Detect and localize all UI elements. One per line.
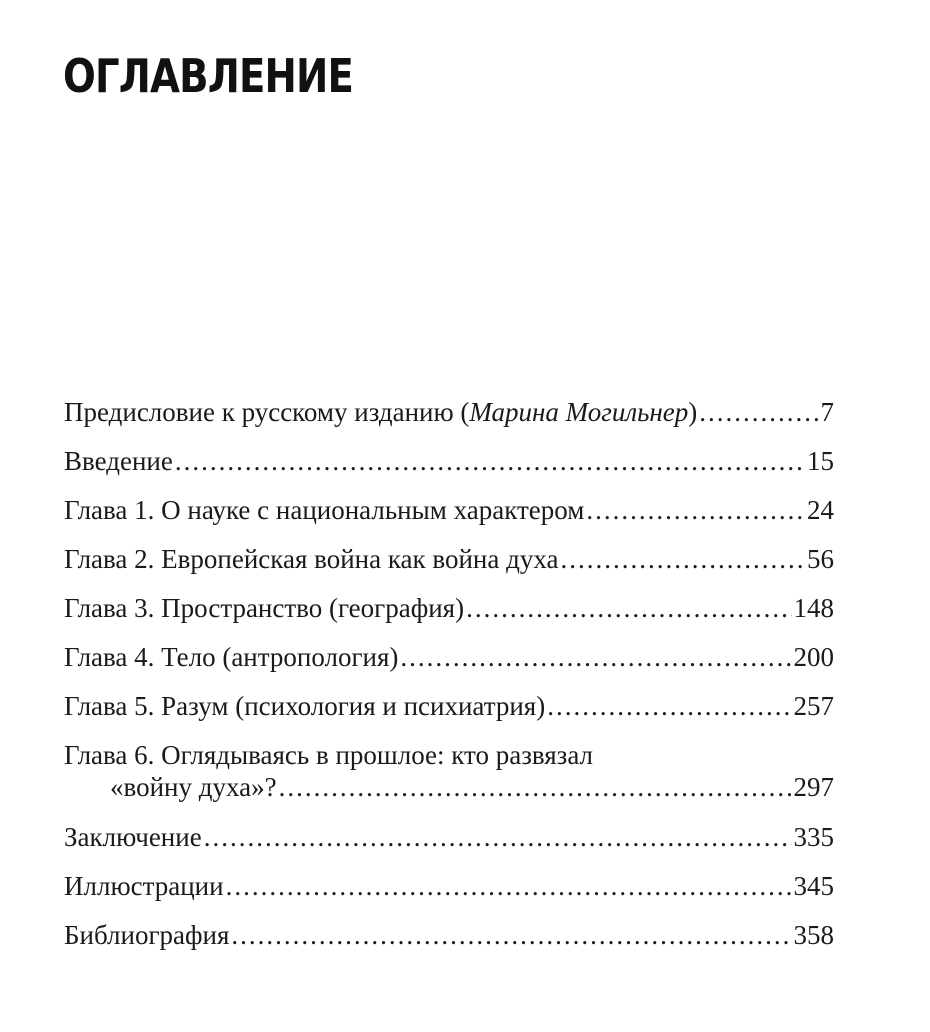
toc-entry-page: 200 — [793, 642, 834, 672]
toc-entry-page: 297 — [793, 772, 834, 802]
toc-entry-title: Предисловие к русскому изданию (Марина Могильнер) — [64, 397, 698, 427]
dot-leader — [226, 866, 792, 906]
toc-heading: ОГЛАВЛЕНИЕ — [63, 49, 354, 103]
toc-entry-title: Глава 1. О науке с национальным характером — [64, 495, 585, 525]
dot-leader — [400, 637, 791, 677]
toc-entry-page: 148 — [793, 593, 834, 623]
toc-entry-chapter-1[interactable] — [64, 490, 834, 539]
toc-entry-page: 15 — [807, 446, 834, 476]
toc-entry-page: 7 — [820, 397, 834, 427]
toc-entry-bibliography[interactable] — [64, 915, 834, 964]
toc-entry-title-continued: «войну духа»? — [110, 772, 277, 802]
dot-leader — [560, 539, 805, 579]
toc-entry-chapter-4[interactable] — [64, 637, 834, 686]
toc-entry-title: Глава 3. Пространство (география) — [64, 593, 465, 623]
dot-leader — [586, 490, 805, 530]
toc-entry-chapter-2[interactable] — [64, 539, 834, 588]
toc-entry-title: Введение — [64, 446, 173, 476]
toc-entry-page: 24 — [807, 495, 834, 525]
toc-entry-title: Глава 6. Оглядываясь в прошлое: кто развязал — [64, 740, 594, 770]
toc-entry-chapter-6[interactable] — [64, 735, 834, 817]
toc-entry-conclusion[interactable] — [64, 817, 834, 866]
toc-entry-preface[interactable] — [64, 392, 834, 441]
toc-entry-title: Глава 5. Разум (психология и психиатрия) — [64, 691, 546, 721]
dot-leader — [175, 441, 805, 481]
toc-entry-introduction[interactable] — [64, 441, 834, 490]
toc-entry-title: Иллюстрации — [64, 871, 224, 901]
toc-entry-title: Библиография — [64, 920, 230, 950]
toc-entry-author: Марина Могильнер — [469, 397, 689, 427]
dot-leader — [279, 767, 792, 807]
toc-entry-chapter-5[interactable] — [64, 686, 834, 735]
toc-entry-chapter-3[interactable] — [64, 588, 834, 637]
toc-entry-title: Глава 4. Тело (антропология) — [64, 642, 399, 672]
dot-leader — [204, 817, 792, 857]
toc-list — [64, 392, 834, 964]
toc-entry-page: 335 — [793, 822, 834, 852]
toc-entry-title: Глава 2. Европейская война как война духа — [64, 544, 559, 574]
dot-leader — [699, 392, 818, 432]
toc-entry-page: 358 — [793, 920, 834, 950]
dot-leader — [466, 588, 791, 628]
toc-entry-illustrations[interactable] — [64, 866, 834, 915]
dot-leader — [547, 686, 791, 726]
toc-entry-page: 345 — [793, 871, 834, 901]
toc-entry-page: 257 — [793, 691, 834, 721]
toc-entry-page: 56 — [807, 544, 834, 574]
toc-entry-title: Заключение — [64, 822, 202, 852]
dot-leader — [231, 915, 791, 955]
